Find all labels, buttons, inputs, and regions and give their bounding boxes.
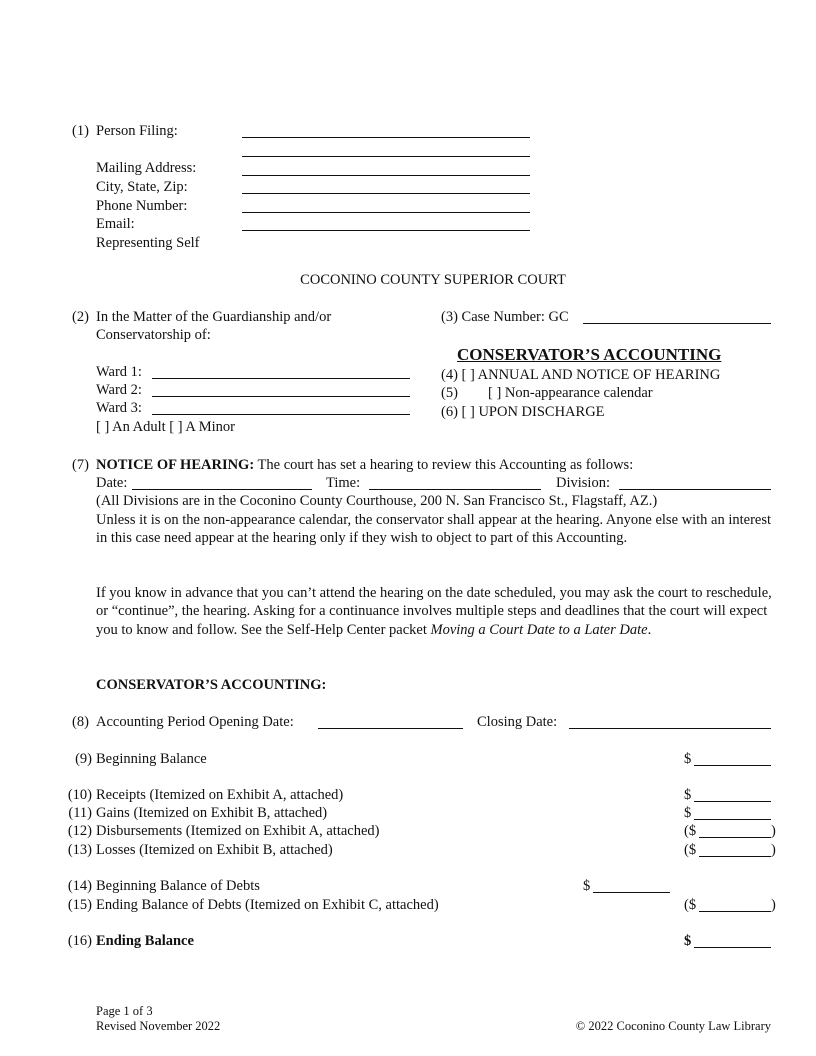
page-number: Page 1 of 3 bbox=[96, 1004, 153, 1018]
beginning-debts-prefix: $ bbox=[583, 878, 591, 894]
item-number: (14) bbox=[67, 878, 92, 894]
division-label: Division: bbox=[556, 475, 610, 491]
ward-3-field[interactable] bbox=[152, 414, 410, 415]
ending-balance-prefix: $ bbox=[684, 933, 692, 949]
continuance-text: If you know in advance that you can’t attend the hearing on the date scheduled, you may ask the court to reschedule, or “continue”, the hearing. Asking for a continuance involves multiple steps and deadlines that the court will expect you to know and follow. See the Self-Help Center packet bbox=[96, 585, 772, 638]
losses-label: Losses (Itemized on Exhibit B, attached) bbox=[96, 842, 333, 858]
item-number: (15) bbox=[67, 897, 92, 913]
receipts-field[interactable] bbox=[694, 801, 771, 802]
losses-suffix: ) bbox=[771, 842, 776, 858]
ending-debts-field[interactable] bbox=[699, 911, 771, 912]
disbursements-field[interactable] bbox=[699, 837, 771, 838]
gains-prefix: $ bbox=[684, 805, 692, 821]
item-number: (10) bbox=[67, 787, 92, 803]
revised-date: Revised November 2022 bbox=[96, 1019, 221, 1033]
item-number: (7) bbox=[72, 457, 89, 473]
non-appearance-option[interactable]: [ ] Non-appearance calendar bbox=[488, 385, 653, 401]
opening-date-label: Accounting Period Opening Date: bbox=[96, 714, 294, 730]
ending-debts-suffix: ) bbox=[771, 897, 776, 913]
ward-2-field[interactable] bbox=[152, 396, 410, 397]
email-label: Email: bbox=[96, 216, 135, 232]
item-number: (5) bbox=[441, 385, 458, 401]
case-number-label: (3) Case Number: GC bbox=[441, 309, 569, 325]
beginning-debts-field[interactable] bbox=[593, 892, 670, 893]
item-number: (8) bbox=[72, 714, 89, 730]
opening-date-field[interactable] bbox=[318, 728, 463, 729]
beginning-balance-field[interactable] bbox=[694, 765, 771, 766]
court-title: COCONINO COUNTY SUPERIOR COURT bbox=[300, 272, 566, 288]
losses-field[interactable] bbox=[699, 856, 771, 857]
ending-balance-field[interactable] bbox=[694, 947, 771, 948]
matter-line-2: Conservatorship of: bbox=[96, 327, 211, 343]
ward-1-field[interactable] bbox=[152, 378, 410, 379]
ward-3-label: Ward 3: bbox=[96, 400, 142, 416]
case-number-field[interactable] bbox=[583, 323, 771, 324]
annual-option[interactable]: (4) [ ] ANNUAL AND NOTICE OF HEARING bbox=[441, 367, 721, 383]
packet-title: Moving a Court Date to a Later Date bbox=[430, 621, 648, 638]
notice-intro bbox=[96, 457, 633, 474]
receipts-label: Receipts (Itemized on Exhibit A, attached) bbox=[96, 787, 344, 803]
hearing-time-field[interactable] bbox=[369, 489, 541, 490]
closing-date-field[interactable] bbox=[569, 728, 771, 729]
city-state-zip-label: City, State, Zip: bbox=[96, 179, 188, 195]
beginning-balance-label: Beginning Balance bbox=[96, 751, 207, 767]
courthouse-location: (All Divisions are in the Coconino County Courthouse, 200 N. San Francisco St., Flagstaff, AZ.) bbox=[96, 493, 658, 509]
period: . bbox=[647, 621, 652, 638]
appearance-paragraph: Unless it is on the non-appearance calendar, the conservator shall appear at the hearing. Anyone else with an interest in this case need appear at the hearing only if they wish to object to part of this Accounting. bbox=[96, 512, 772, 547]
ending-balance-label: Ending Balance bbox=[96, 933, 194, 949]
representing-self-label: Representing Self bbox=[96, 235, 200, 251]
item-number: (2) bbox=[72, 309, 89, 325]
mailing-address-field[interactable] bbox=[242, 175, 530, 176]
item-number: (1) bbox=[72, 123, 89, 139]
notice-heading: NOTICE OF HEARING: bbox=[96, 457, 255, 473]
phone-label: Phone Number: bbox=[96, 198, 188, 214]
disbursements-label: Disbursements (Itemized on Exhibit A, attached) bbox=[96, 823, 380, 839]
ward-2-label: Ward 2: bbox=[96, 382, 142, 398]
email-field[interactable] bbox=[242, 230, 530, 231]
hearing-date-field[interactable] bbox=[132, 489, 312, 490]
mailing-address-label: Mailing Address: bbox=[96, 160, 197, 176]
item-number: (16) bbox=[67, 933, 92, 949]
closing-date-label: Closing Date: bbox=[477, 714, 558, 730]
copyright: © 2022 Coconino County Law Library bbox=[575, 1019, 771, 1033]
item-number: (11) bbox=[68, 805, 92, 821]
accounting-heading: CONSERVATOR’S ACCOUNTING: bbox=[96, 677, 327, 693]
ending-debts-label: Ending Balance of Debts (Itemized on Exhibit C, attached) bbox=[96, 897, 439, 913]
hearing-division-field[interactable] bbox=[619, 489, 771, 490]
item-number: (9) bbox=[75, 751, 92, 767]
document-title: CONSERVATOR’S ACCOUNTING bbox=[457, 345, 722, 364]
beginning-balance-prefix: $ bbox=[684, 751, 692, 767]
item-number: (13) bbox=[67, 842, 92, 858]
city-state-zip-field[interactable] bbox=[242, 193, 530, 194]
gains-label: Gains (Itemized on Exhibit B, attached) bbox=[96, 805, 328, 821]
person-filing-label: Person Filing: bbox=[96, 123, 178, 139]
phone-field[interactable] bbox=[242, 212, 530, 213]
discharge-option[interactable]: (6) [ ] UPON DISCHARGE bbox=[441, 404, 605, 420]
adult-minor-checkboxes[interactable]: [ ] An Adult [ ] A Minor bbox=[96, 419, 235, 435]
person-filing-field-2[interactable] bbox=[242, 156, 530, 157]
item-number: (12) bbox=[67, 823, 92, 839]
ward-1-label: Ward 1: bbox=[96, 364, 142, 380]
losses-prefix: ($ bbox=[684, 842, 697, 858]
beginning-debts-label: Beginning Balance of Debts bbox=[96, 878, 260, 894]
receipts-prefix: $ bbox=[684, 787, 692, 803]
notice-intro-text: The court has set a hearing to review this Accounting as follows: bbox=[254, 457, 634, 473]
continuance-paragraph bbox=[96, 584, 772, 639]
matter-line-1: In the Matter of the Guardianship and/or bbox=[96, 309, 332, 325]
disbursements-suffix: ) bbox=[771, 823, 776, 839]
gains-field[interactable] bbox=[694, 819, 771, 820]
date-label: Date: bbox=[96, 475, 128, 491]
person-filing-field[interactable] bbox=[242, 137, 530, 138]
ending-debts-prefix: ($ bbox=[684, 897, 697, 913]
time-label: Time: bbox=[326, 475, 361, 491]
disbursements-prefix: ($ bbox=[684, 823, 697, 839]
